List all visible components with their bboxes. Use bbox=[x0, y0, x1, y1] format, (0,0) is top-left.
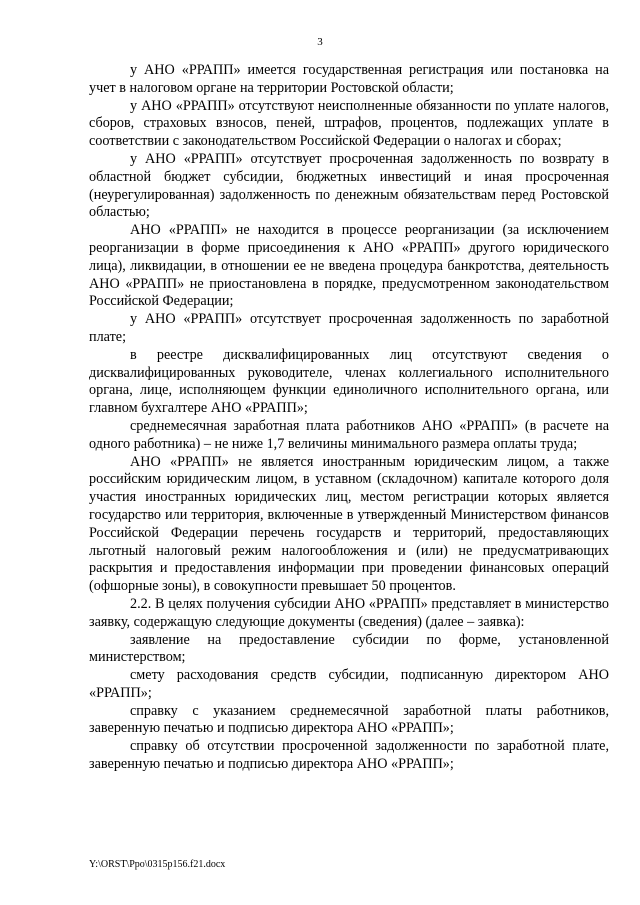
paragraph-salary-certificate: справку с указанием среднемесячной заработной платы работников, заверенную печатью и подписью директора АНО «РРАПП»; bbox=[89, 702, 609, 737]
paragraph-state-registration: у АНО «РРАПП» имеется государственная регистрация или постановка на учет в налоговом органе на территории Ростовской области; bbox=[89, 62, 609, 96]
paragraph-no-tax-obligations: у АНО «РРАПП» отсутствуют неисполненные обязанности по уплате налогов, сборов, страховых взносов, пеней, штрафов, процентов, подлежащих уплате в соответствии с законодательством Российской Федерации о налогах и сборах; bbox=[89, 97, 609, 150]
paragraph-disqualified-registry: в реестре дисквалифицированных лиц отсутствуют сведения о дисквалифицированных руководителе, членах коллегиального исполнительного органа, лице, исполняющем функции единоличного исполнительного органа, или главном бухгалтере АНО «РРАПП»; bbox=[89, 346, 609, 417]
paragraph-no-salary-debt: у АНО «РРАПП» отсутствует просроченная задолженность по заработной плате; bbox=[89, 311, 609, 345]
paragraph-application-form: заявление на предоставление субсидии по форме, установленной министерством; bbox=[89, 631, 609, 666]
paragraph-expense-estimate: смету расходования средств субсидии, подписанную директором АНО «РРАПП»; bbox=[89, 667, 609, 701]
paragraph-section-2-2: 2.2. В целях получения субсидии АНО «РРАПП» представляет в министерство заявку, содержащую следующие документы (сведения) (далее – заявка): bbox=[89, 595, 609, 630]
paragraph-no-budget-debt: у АНО «РРАПП» отсутствует просроченная задолженность по возврату в областной бюджет субсидии, бюджетных инвестиций и иная просроченная (неурегулированная) задолженность по денежным обязательствам перед Ростовской областью; bbox=[89, 150, 609, 221]
document-body bbox=[89, 62, 609, 774]
paragraph-not-foreign-entity: АНО «РРАПП» не является иностранным юридическим лицом, а также российским юридическим лицом, в уставном (складочном) капитале которого доля участия иностранных юридических лиц, местом регистрации которых является государство или территория, включенные в утвержденный Министерством финансов Российской Федерации перечень государств и территорий, предоставляющих льготный налоговый режим налогообложения и (или) не предусматривающих раскрытия и предоставления информации при проведении финансовых операций (офшорные зоны), в совокупности превышает 50 процентов. bbox=[89, 453, 609, 595]
paragraph-no-salary-debt-certificate: справку об отсутствии просроченной задолженности по заработной плате, заверенную печатью и подписью директора АНО «РРАПП»; bbox=[89, 738, 609, 773]
paragraph-no-reorganization: АНО «РРАПП» не находится в процессе реорганизации (за исключением реорганизации в форме присоединения к АНО «РРАПП» другого юридического лица), ликвидации, в отношении ее не введена процедура банкротства, деятельность АНО «РРАПП» не приостановлена в порядке, предусмотренном законодательством Российской Федерации; bbox=[89, 222, 609, 310]
footer-file-path: Y:\ORST\Ppo\0315p156.f21.docx bbox=[89, 859, 226, 870]
page-number: 3 bbox=[317, 36, 323, 48]
paragraph-average-salary: среднемесячная заработная плата работников АНО «РРАПП» (в расчете на одного работника) – не ниже 1,7 величины минимального размера оплаты труда; bbox=[89, 417, 609, 452]
